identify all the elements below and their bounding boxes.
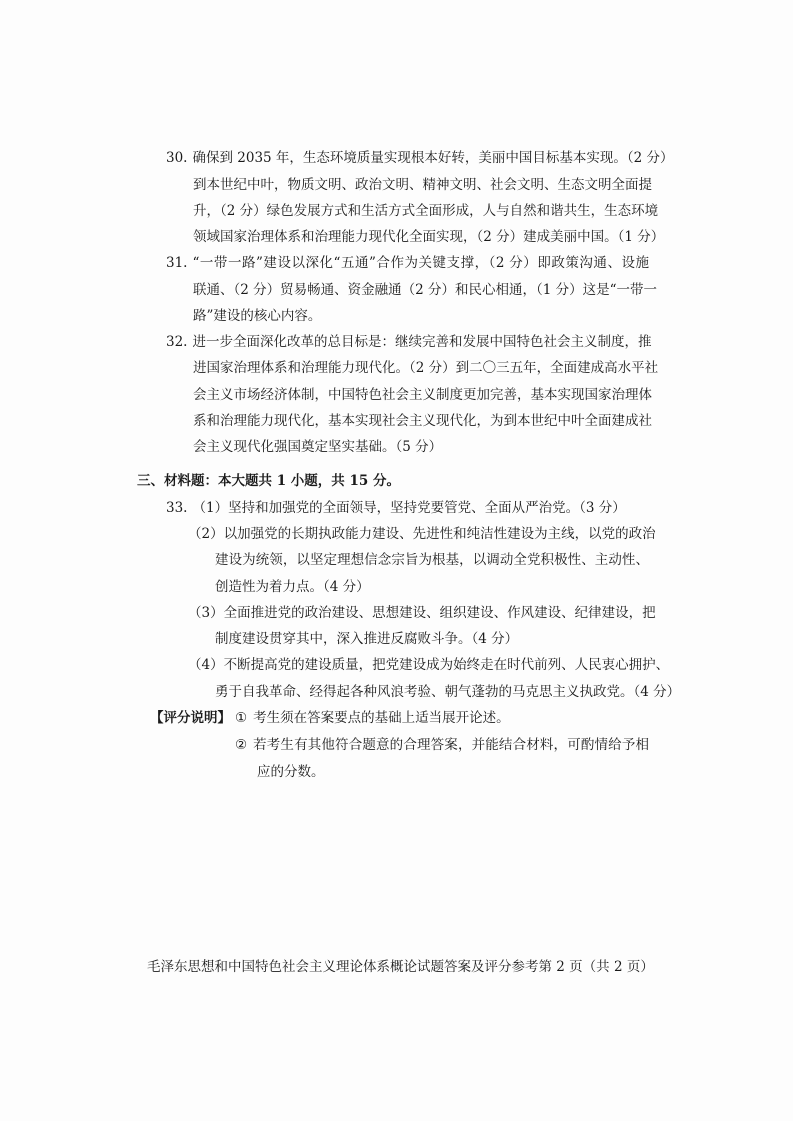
answer-line: 路”建设的核心内容。 <box>193 308 322 324</box>
grading-first-line <box>150 708 510 728</box>
answer-line: 勇于自我革命、经得起各种风浪考验、朝气蓬勃的马克思主义执政党。（4 分） <box>215 684 681 700</box>
answer-line: “一带一路”建设以深化“五通”合作为关键支撑，（2 分）即政策沟通、设施 <box>192 255 649 271</box>
answer-line: 坚持和加强党的全面领导，坚持党要管党、全面从严治党。（3 分） <box>228 500 626 516</box>
note-line: 考生须在答案要点的基础上适当展开论述。 <box>253 710 510 726</box>
question-number: 33. <box>166 500 188 516</box>
part-2-line <box>188 524 656 544</box>
question-number: 32. <box>166 334 188 350</box>
note-line: 若考生有其他符合题意的合理答案，并能结合材料，可酌情给予相 <box>253 737 649 753</box>
page-footer: 毛泽东思想和中国特色社会主义理论体系概论试题答案及评分参考第 2 页（共 2 页） <box>147 959 654 975</box>
part-label: （4） <box>188 657 224 673</box>
part-4-line <box>188 655 670 675</box>
answer-line: 进一步全面深化改革的总目标是：继续完善和发展中国特色社会主义制度，推 <box>192 334 652 350</box>
question-number: 30. <box>166 150 188 166</box>
answer-line: 进国家治理体系和治理能力现代化。（2 分）到二〇三五年，全面建成高水平社 <box>193 360 659 376</box>
note-line: 应的分数。 <box>257 764 325 780</box>
answer-line: 到本世纪中叶，物质文明、政治文明、精神文明、社会文明、生态文明全面提 <box>193 177 652 193</box>
answer-line: 以加强党的长期执政能力建设、先进性和纯洁性建设为主线，以党的政治 <box>223 526 656 542</box>
answer-line: 不断提高党的建设质量，把党建设成为始终走在时代前列、人民衷心拥护、 <box>223 657 670 673</box>
answer-line: 会主义现代化强国奠定坚实基础。（5 分） <box>193 439 443 455</box>
answer-line: 创造性为着力点。（4 分） <box>215 579 370 595</box>
answer-line: 会主义市场经济体制，中国特色社会主义制度更加完善，基本实现国家治理体 <box>193 387 652 403</box>
answer-first-line <box>166 253 649 273</box>
answer-line: 建设为统领，以坚定理想信念宗旨为根基，以调动全党积极性、主动性、 <box>215 552 649 568</box>
answer-first-line <box>166 332 652 352</box>
part-3-line <box>188 603 656 623</box>
answer-line: 领域国家治理体系和治理能力现代化全面实现，（2 分）建成美丽中国。（1 分） <box>193 229 665 245</box>
note-mark: ① <box>235 710 248 726</box>
note-mark: ② <box>235 737 248 753</box>
answer-line: 联通、（2 分）贸易畅通、资金融通（2 分）和民心相通，（1 分）这是“一带一 <box>193 282 658 298</box>
answer-line: 制度建设贯穿其中，深入推进反腐败斗争。（4 分） <box>215 631 519 647</box>
answer-line: 全面推进党的政治建设、思想建设、组织建设、作风建设、纪律建设，把 <box>223 605 656 621</box>
answer-line: 升，（2 分）绿色发展方式和生活方式全面形成，人与自然和谐共生，生态环境 <box>193 203 659 219</box>
answer-first-line <box>166 148 674 168</box>
answer-line: 确保到 2035 年，生态环境质量实现根本好转，美丽中国目标基本实现。（2 分） <box>192 150 674 166</box>
part-label: （3） <box>188 605 224 621</box>
grading-label: 【评分说明】 <box>150 710 231 726</box>
grading-note-2 <box>235 735 649 755</box>
part-label: （2） <box>188 526 224 542</box>
answer-line: 系和治理能力现代化，基本实现社会主义现代化，为到本世纪中叶全面建成社 <box>193 413 652 429</box>
question-number: 31. <box>166 255 188 271</box>
section-heading: 三、材料题：本大题共 1 小题，共 15 分。 <box>137 473 400 489</box>
part-1-line <box>166 498 649 518</box>
part-label: （1） <box>192 500 229 516</box>
